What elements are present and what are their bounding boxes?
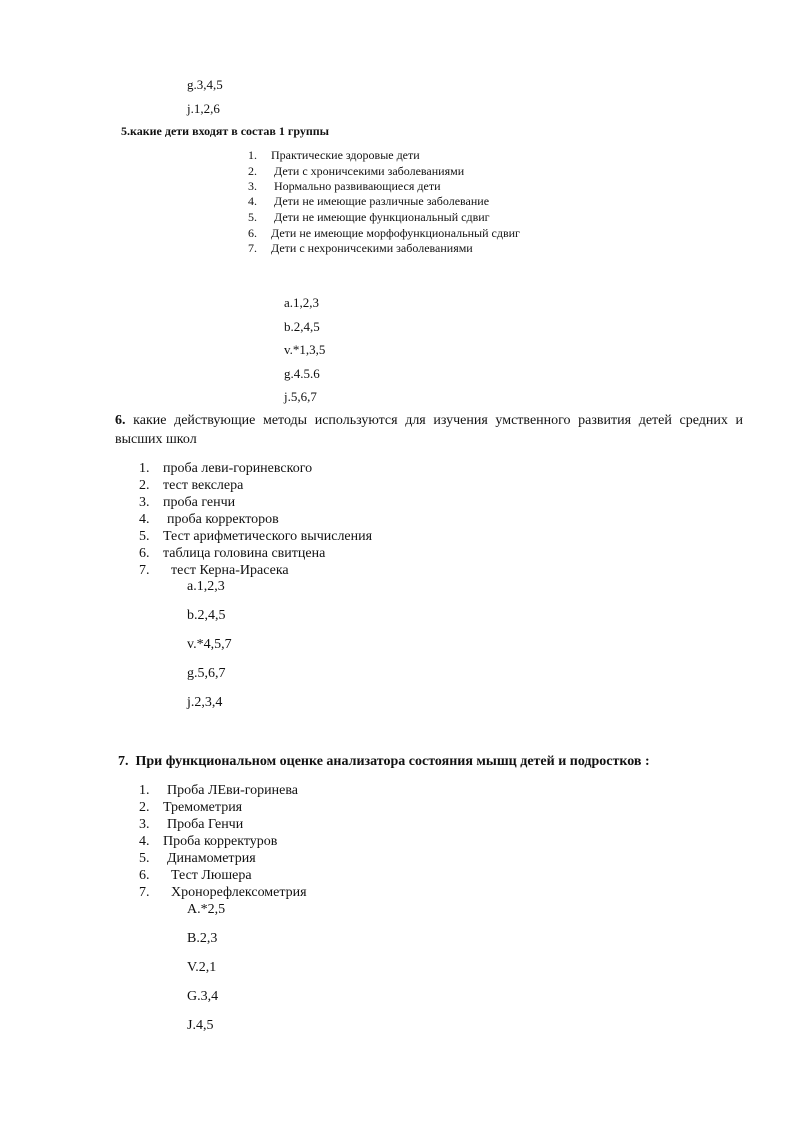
- option-text: проба корректоров: [167, 512, 279, 527]
- option-text: Практические здоровые дети: [271, 148, 420, 162]
- answer-option: A.*2,5: [187, 902, 226, 917]
- option-number: 4.: [248, 194, 257, 208]
- option-number: 7.: [248, 241, 257, 255]
- option-number: 2.: [139, 800, 150, 815]
- option-number: 3.: [139, 817, 150, 832]
- option-number: 5.: [139, 529, 150, 544]
- option-number: 1.: [139, 783, 150, 798]
- option-number: 7.: [139, 885, 150, 900]
- option-text: Нормально развивающиеся дети: [274, 179, 441, 193]
- option-text: Дети с хроничсекими заболеваниями: [274, 164, 465, 178]
- option-text: Хронорефлексометрия: [171, 885, 307, 900]
- answer-option: G.3,4: [187, 989, 219, 1004]
- answer-option: g.3,4,5: [187, 77, 223, 92]
- question-text: какие действующие методы используются для изучения умственного развития детей средних и высших школ: [115, 413, 743, 447]
- option-text: Динамометрия: [167, 851, 256, 866]
- option-text: Тест Люшера: [171, 868, 252, 883]
- option-text: Проба Генчи: [167, 817, 244, 832]
- option-text: проба генчи: [163, 495, 236, 510]
- option-text: Тремометрия: [163, 800, 243, 815]
- option-number: 3.: [248, 179, 257, 193]
- option-number: 7.: [139, 563, 150, 578]
- option-text: Дети не имеющие морфофункциональный сдвиг: [271, 226, 520, 240]
- answer-option: j.2,3,4: [187, 695, 223, 710]
- option-text: Проба ЛЕви-горинева: [167, 783, 298, 798]
- answer-option: B.2,3: [187, 931, 218, 946]
- option-text: проба леви-гориневского: [163, 461, 313, 476]
- option-number: 1.: [248, 148, 257, 162]
- answer-option: V.2,1: [187, 960, 217, 975]
- option-number: 4.: [139, 512, 150, 527]
- option-text: Дети с нехроничсекими заболеваниями: [271, 241, 473, 255]
- option-text: тест векслера: [163, 478, 244, 493]
- question-text: При функциональном оценке анализатора состояния мышц детей и подростков :: [135, 754, 650, 769]
- answer-option: j.1,2,6: [187, 101, 220, 116]
- answer-option: a.1,2,3: [187, 579, 225, 594]
- answer-option: b.2,4,5: [284, 319, 320, 334]
- option-text: Проба корректуров: [163, 834, 278, 849]
- answer-option: g.5,6,7: [187, 666, 226, 681]
- option-number: 6.: [248, 226, 257, 240]
- answer-option: g.4.5.6: [284, 366, 320, 381]
- option-text: таблица головина свитцена: [163, 546, 326, 561]
- question-number: 7.: [118, 754, 129, 769]
- option-number: 5.: [248, 210, 257, 224]
- question-5-title: 5.какие дети входят в состав 1 группы: [121, 124, 330, 138]
- option-number: 4.: [139, 834, 150, 849]
- option-number: 5.: [139, 851, 150, 866]
- option-number: 3.: [139, 495, 150, 510]
- question-7-title: [118, 754, 650, 770]
- question-6-title: [115, 411, 743, 449]
- option-number: 2.: [139, 478, 150, 493]
- option-number: 2.: [248, 164, 257, 178]
- answer-option: v.*1,3,5: [284, 342, 326, 357]
- option-text: Дети не имеющие функциональный сдвиг: [274, 210, 490, 224]
- answer-option: J.4,5: [187, 1018, 214, 1033]
- option-number: 6.: [139, 868, 150, 883]
- question-number: 6.: [115, 413, 126, 428]
- answer-option: v.*4,5,7: [187, 637, 232, 652]
- answer-option: b.2,4,5: [187, 608, 226, 623]
- option-text: Тест арифметического вычисления: [163, 529, 373, 544]
- answer-option: a.1,2,3: [284, 295, 320, 310]
- answer-option: j.5,6,7: [284, 389, 317, 404]
- option-text: Дети не имеющие различные заболевание: [274, 194, 490, 208]
- option-number: 6.: [139, 546, 150, 561]
- option-number: 1.: [139, 461, 150, 476]
- option-text: тест Керна-Ирасека: [171, 563, 289, 578]
